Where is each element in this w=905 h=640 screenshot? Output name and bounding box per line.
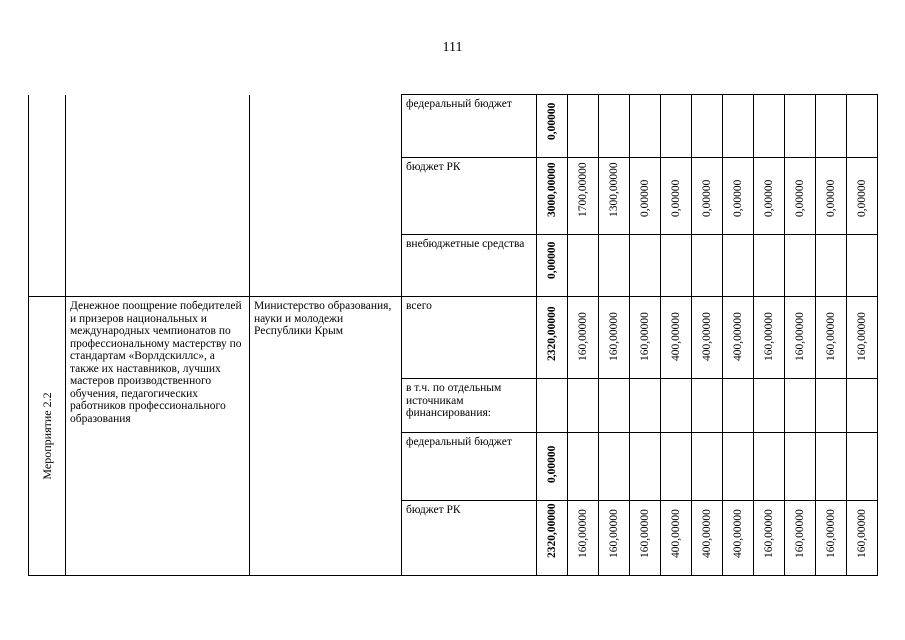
year-amount: 160,00000 [638, 508, 651, 558]
year-amount-cell [816, 95, 847, 158]
table-row [29, 297, 878, 379]
year-amount-cell [754, 379, 785, 433]
year-amount: 160,00000 [793, 311, 806, 361]
year-amount-cell [568, 379, 599, 433]
funding-source-label: в т.ч. по отдельным источникам финансирования: [406, 382, 502, 419]
year-amount-cell [661, 501, 692, 576]
total-amount-cell [537, 501, 568, 576]
year-amount: 0,00000 [700, 179, 713, 217]
year-amount-cell [692, 501, 723, 576]
year-amount-cell [785, 158, 816, 235]
year-amount-cell [785, 379, 816, 433]
funding-source-label: федеральный бюджет [406, 98, 512, 110]
year-amount-cell [816, 501, 847, 576]
total-amount: 0,00000 [545, 241, 558, 279]
year-amount-cell [847, 433, 878, 501]
total-amount: 2320,00000 [545, 305, 558, 361]
funding-source-label: внебюджетные средства [406, 238, 525, 250]
year-amount-cell [661, 95, 692, 158]
executor-name: Министерство образования, науки и молодежи Республики Крым [254, 300, 392, 337]
funding-source-cell [402, 297, 537, 379]
year-amount: 0,00000 [793, 179, 806, 217]
year-amount-cell [692, 95, 723, 158]
year-amount-cell [816, 235, 847, 297]
year-amount-cell [816, 158, 847, 235]
year-amount-cell [816, 379, 847, 433]
year-amount-cell [630, 158, 661, 235]
year-amount: 160,00000 [824, 508, 837, 558]
funding-source-label: бюджет РК [406, 504, 461, 516]
total-amount-cell [537, 235, 568, 297]
year-amount-cell [630, 379, 661, 433]
year-amount-cell [661, 235, 692, 297]
year-amount-cell [599, 95, 630, 158]
year-amount-cell [568, 235, 599, 297]
year-amount: 0,00000 [669, 179, 682, 217]
year-amount-cell [723, 433, 754, 501]
year-amount-cell [754, 297, 785, 379]
year-amount: 400,00000 [731, 508, 744, 558]
year-amount-cell [692, 158, 723, 235]
year-amount-cell [723, 501, 754, 576]
year-amount: 0,00000 [638, 179, 651, 217]
year-amount: 400,00000 [731, 311, 744, 361]
year-amount-cell [847, 379, 878, 433]
year-amount-cell [754, 501, 785, 576]
year-amount: 1700,00000 [576, 161, 589, 217]
year-amount-cell [630, 433, 661, 501]
year-amount: 0,00000 [762, 179, 775, 217]
year-amount-cell [847, 501, 878, 576]
total-amount-cell [537, 95, 568, 158]
year-amount-cell [568, 433, 599, 501]
year-amount-cell [723, 95, 754, 158]
year-amount: 160,00000 [607, 311, 620, 361]
funding-source-label: бюджет РК [406, 161, 461, 173]
year-amount-cell [723, 158, 754, 235]
year-amount: 1300,00000 [607, 161, 620, 217]
year-amount: 400,00000 [700, 508, 713, 558]
funding-source-label: федеральный бюджет [406, 436, 512, 448]
year-amount-cell [599, 379, 630, 433]
year-amount: 160,00000 [607, 508, 620, 558]
year-amount-cell [661, 379, 692, 433]
year-amount: 0,00000 [855, 179, 868, 217]
year-amount-cell [568, 95, 599, 158]
funding-source-label: всего [406, 300, 432, 312]
year-amount: 160,00000 [576, 508, 589, 558]
year-amount-cell [754, 158, 785, 235]
year-amount-cell [661, 297, 692, 379]
year-amount-cell [754, 95, 785, 158]
year-amount: 160,00000 [855, 508, 868, 558]
year-amount: 160,00000 [762, 508, 775, 558]
year-amount: 160,00000 [638, 311, 651, 361]
executor-cell [250, 95, 402, 297]
year-amount-cell [599, 158, 630, 235]
year-amount-cell [754, 433, 785, 501]
funding-source-cell [402, 158, 537, 235]
measure-description: Денежное поощрение победителей и призеров национальных и международных чемпионатов по профессиональному мастерству по стандартам «Ворлдскиллс», а также их наставников, лучших мастеров производственного обучения, педагогических работников профессионального образования [70, 300, 242, 425]
year-amount-cell [785, 95, 816, 158]
total-amount: 2320,00000 [545, 502, 558, 558]
funding-source-cell [402, 95, 537, 158]
year-amount: 160,00000 [855, 311, 868, 361]
year-amount: 400,00000 [669, 508, 682, 558]
year-amount-cell [847, 297, 878, 379]
year-amount-cell [723, 297, 754, 379]
year-amount: 160,00000 [576, 311, 589, 361]
year-amount-cell [692, 433, 723, 501]
page-number: 111 [442, 40, 463, 55]
budget-table [28, 94, 878, 576]
year-amount-cell [754, 235, 785, 297]
year-amount-cell [599, 297, 630, 379]
year-amount-cell [599, 501, 630, 576]
year-amount-cell [661, 158, 692, 235]
year-amount: 400,00000 [669, 311, 682, 361]
funding-source-cell [402, 433, 537, 501]
table-row [29, 95, 878, 158]
year-amount-cell [630, 95, 661, 158]
year-amount-cell [847, 95, 878, 158]
year-amount-cell [723, 235, 754, 297]
total-amount: 3000,00000 [545, 161, 558, 217]
year-amount-cell [847, 158, 878, 235]
executor-cell [250, 297, 402, 576]
year-amount-cell [785, 501, 816, 576]
year-amount-cell [785, 297, 816, 379]
year-amount-cell [568, 501, 599, 576]
year-amount-cell [630, 297, 661, 379]
total-amount-cell [537, 379, 568, 433]
year-amount: 160,00000 [762, 311, 775, 361]
measure-label: Мероприятие 2.2 [39, 392, 54, 480]
measure-label-cell [29, 297, 66, 576]
year-amount-cell [599, 235, 630, 297]
funding-source-cell [402, 235, 537, 297]
year-amount: 0,00000 [824, 179, 837, 217]
year-amount-cell [599, 433, 630, 501]
year-amount-cell [692, 235, 723, 297]
year-amount-cell [785, 235, 816, 297]
measure-description-cell [66, 297, 250, 576]
year-amount-cell [847, 235, 878, 297]
total-amount-cell [537, 433, 568, 501]
year-amount-cell [630, 501, 661, 576]
year-amount-cell [568, 158, 599, 235]
year-amount: 160,00000 [793, 508, 806, 558]
year-amount-cell [816, 433, 847, 501]
measure-description-cell [66, 95, 250, 297]
funding-source-cell [402, 501, 537, 576]
year-amount: 160,00000 [824, 311, 837, 361]
year-amount-cell [661, 433, 692, 501]
year-amount: 400,00000 [700, 311, 713, 361]
measure-label-cell [29, 95, 66, 297]
year-amount-cell [723, 379, 754, 433]
year-amount-cell [568, 297, 599, 379]
year-amount-cell [816, 297, 847, 379]
year-amount-cell [692, 297, 723, 379]
total-amount-cell [537, 158, 568, 235]
total-amount: 0,00000 [545, 102, 558, 140]
total-amount-cell [537, 297, 568, 379]
year-amount-cell [630, 235, 661, 297]
year-amount: 0,00000 [731, 179, 744, 217]
year-amount-cell [692, 379, 723, 433]
total-amount: 0,00000 [545, 445, 558, 483]
year-amount-cell [785, 433, 816, 501]
funding-source-cell [402, 379, 537, 433]
